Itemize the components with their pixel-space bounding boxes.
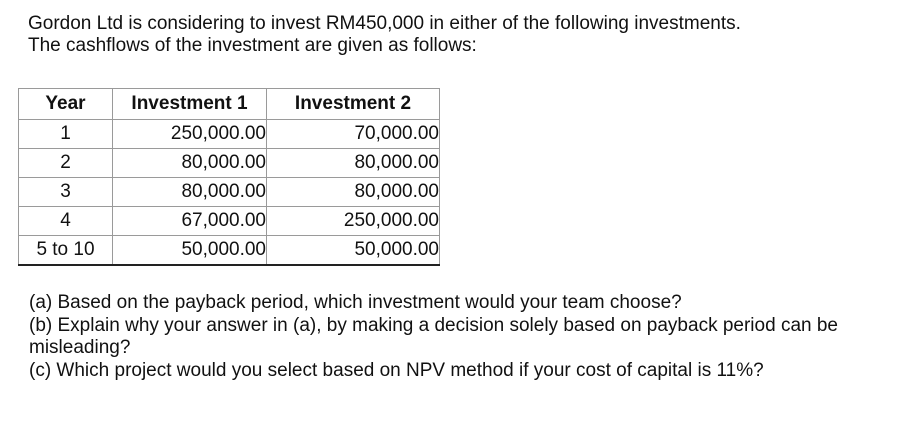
- cell-investment-2: 50,000.00: [267, 236, 440, 266]
- intro-line-1: Gordon Ltd is considering to invest RM450,000 in either of the following investments.: [28, 13, 741, 34]
- table-row: [19, 178, 440, 207]
- cell-investment-1: 80,000.00: [113, 149, 267, 178]
- cell-investment-2: 250,000.00: [267, 207, 440, 236]
- header-investment-1: Investment 1: [113, 89, 267, 120]
- cell-investment-2: 80,000.00: [267, 178, 440, 207]
- table-row: [19, 207, 440, 236]
- intro-text: [28, 13, 741, 57]
- cell-year: 2: [19, 149, 113, 178]
- cell-investment-1: 67,000.00: [113, 207, 267, 236]
- cell-investment-1: 250,000.00: [113, 120, 267, 149]
- cell-investment-2: 70,000.00: [267, 120, 440, 149]
- table-row: [19, 149, 440, 178]
- header-investment-2: Investment 2: [267, 89, 440, 120]
- question-a: (a) Based on the payback period, which investment would your team choose?: [29, 292, 682, 313]
- table-row: [19, 120, 440, 149]
- cell-investment-1: 50,000.00: [113, 236, 267, 266]
- table-row: [19, 236, 440, 266]
- question-b: (b) Explain why your answer in (a), by making a decision solely based on payback period can be misleading?: [29, 315, 838, 358]
- cell-investment-2: 80,000.00: [267, 149, 440, 178]
- cell-year: 4: [19, 207, 113, 236]
- header-year: Year: [19, 89, 113, 120]
- cell-year: 5 to 10: [19, 236, 113, 266]
- cell-year: 1: [19, 120, 113, 149]
- cashflow-table: [18, 88, 440, 266]
- table-header-row: [19, 89, 440, 120]
- questions: [29, 292, 904, 383]
- cell-year: 3: [19, 178, 113, 207]
- intro-line-2: The cashflows of the investment are given as follows:: [28, 35, 477, 56]
- cell-investment-1: 80,000.00: [113, 178, 267, 207]
- question-c: (c) Which project would you select based on NPV method if your cost of capital is 11%?: [29, 360, 764, 381]
